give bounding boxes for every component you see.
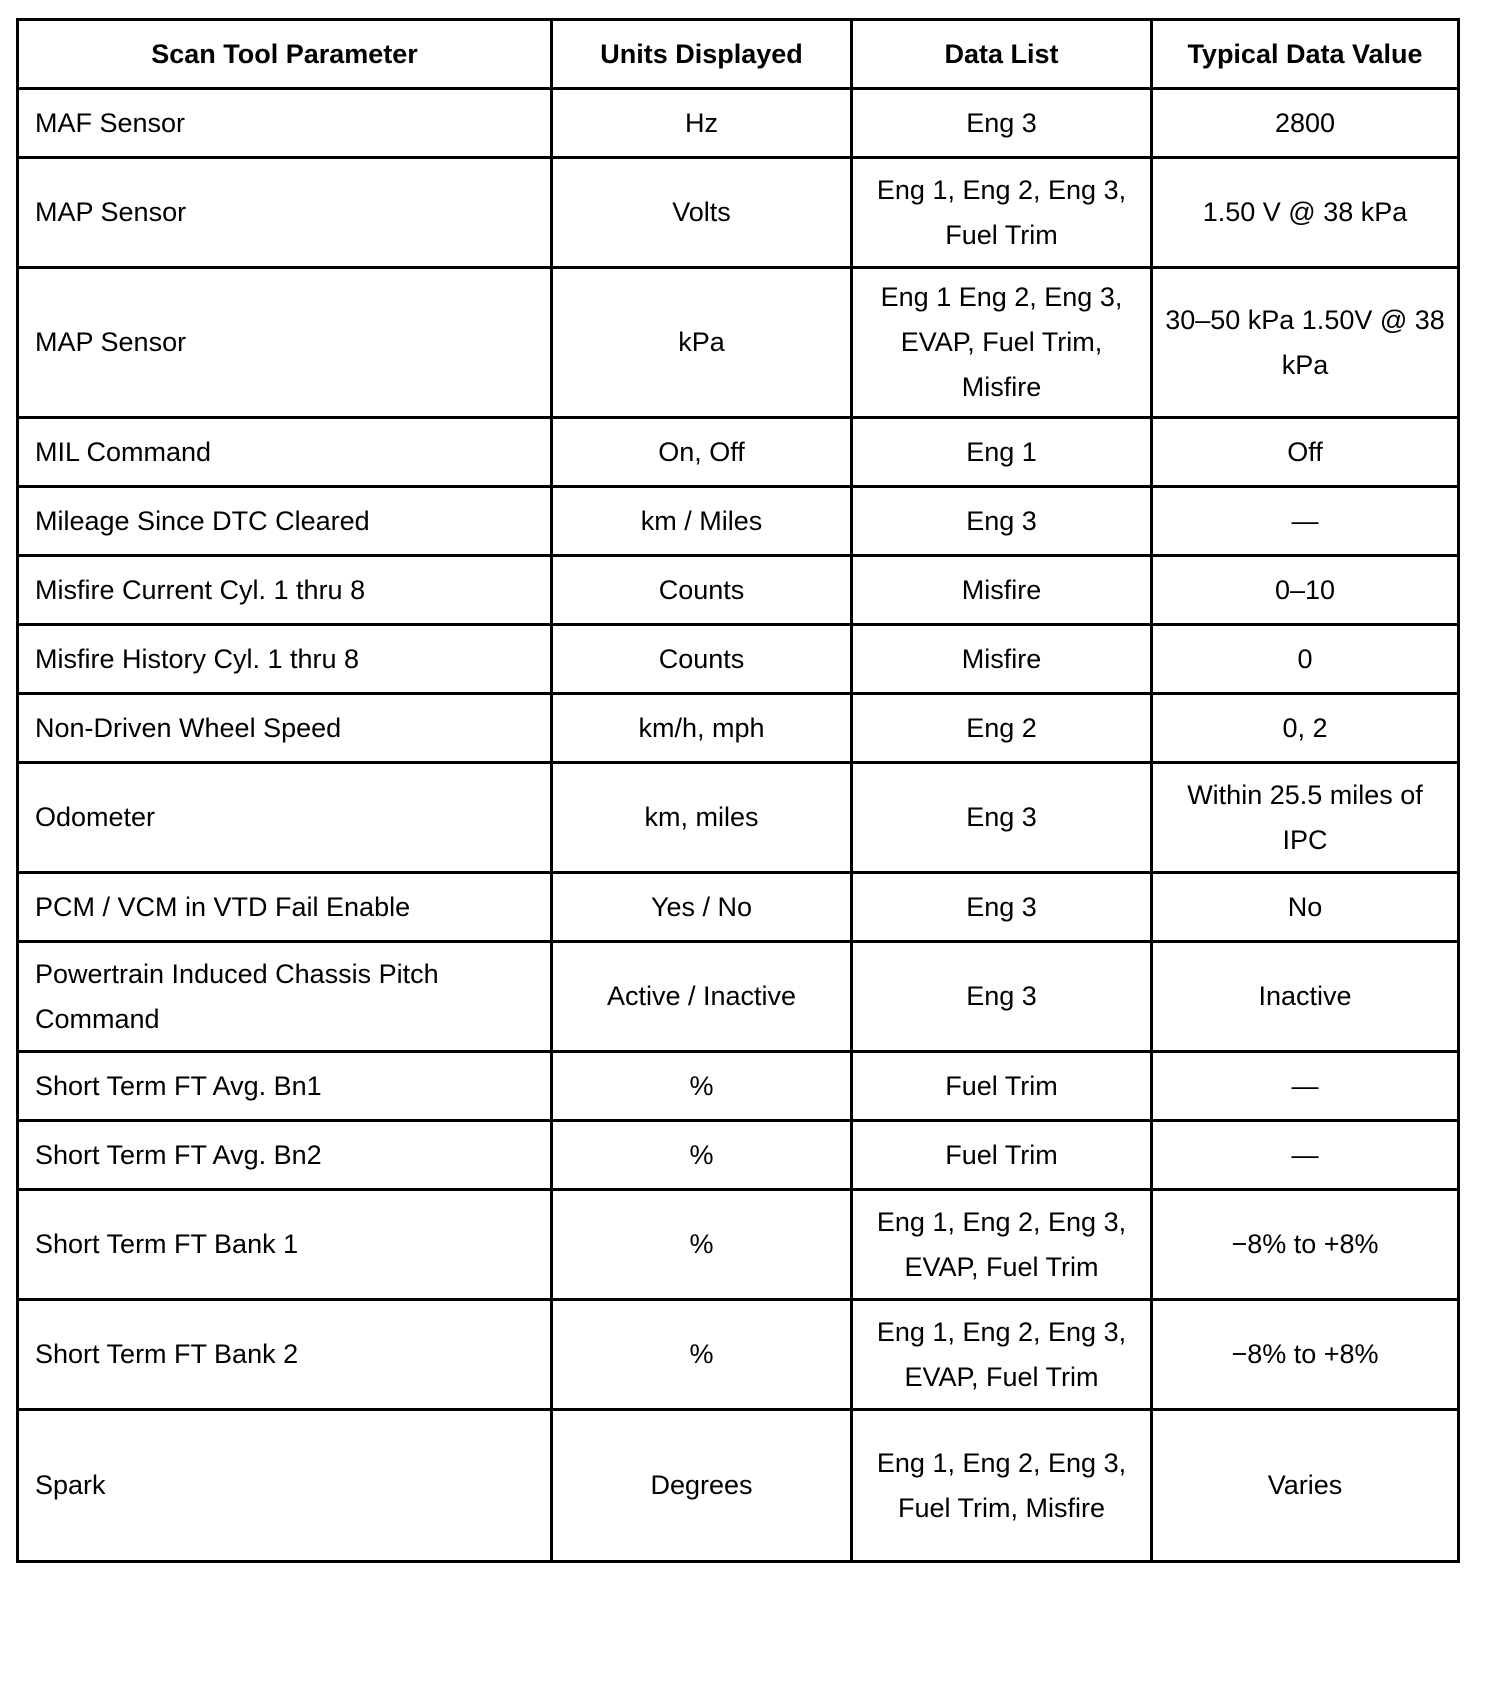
param-cell: Spark xyxy=(18,1410,552,1562)
table-row xyxy=(18,1052,1459,1121)
header-typical-data-value: Typical Data Value xyxy=(1152,20,1459,89)
units-cell: On, Off xyxy=(552,418,852,487)
param-cell: Misfire History Cyl. 1 thru 8 xyxy=(18,625,552,694)
table-row xyxy=(18,487,1459,556)
param-cell: Short Term FT Avg. Bn2 xyxy=(18,1121,552,1190)
param-cell: MIL Command xyxy=(18,418,552,487)
units-cell: km/h, mph xyxy=(552,694,852,763)
typical-value-cell: 30–50 kPa 1.50V @ 38 kPa xyxy=(1152,268,1459,418)
table-row xyxy=(18,1121,1459,1190)
table-row xyxy=(18,89,1459,158)
param-cell: Mileage Since DTC Cleared xyxy=(18,487,552,556)
units-cell: % xyxy=(552,1300,852,1410)
param-cell: Powertrain Induced Chassis Pitch Command xyxy=(18,942,552,1052)
table-row xyxy=(18,873,1459,942)
typical-value-cell: Inactive xyxy=(1152,942,1459,1052)
header-scan-tool-parameter: Scan Tool Parameter xyxy=(18,20,552,89)
units-cell: km / Miles xyxy=(552,487,852,556)
data-list-cell: Eng 1 xyxy=(852,418,1152,487)
data-list-cell: Eng 3 xyxy=(852,89,1152,158)
table-row xyxy=(18,942,1459,1052)
units-cell: Degrees xyxy=(552,1410,852,1562)
typical-value-cell: −8% to +8% xyxy=(1152,1190,1459,1300)
param-cell: MAP Sensor xyxy=(18,158,552,268)
table-row xyxy=(18,268,1459,418)
data-list-cell: Misfire xyxy=(852,625,1152,694)
typical-value-cell: 0 xyxy=(1152,625,1459,694)
typical-value-cell: — xyxy=(1152,487,1459,556)
data-list-cell: Fuel Trim xyxy=(852,1052,1152,1121)
scan-tool-parameter-table xyxy=(16,18,1460,1563)
param-cell: Non-Driven Wheel Speed xyxy=(18,694,552,763)
param-cell: PCM / VCM in VTD Fail Enable xyxy=(18,873,552,942)
table-row xyxy=(18,158,1459,268)
data-list-cell: Eng 1, Eng 2, Eng 3, Fuel Trim xyxy=(852,158,1152,268)
typical-value-cell: 0, 2 xyxy=(1152,694,1459,763)
table-row xyxy=(18,763,1459,873)
units-cell: Counts xyxy=(552,556,852,625)
data-list-cell: Fuel Trim xyxy=(852,1121,1152,1190)
header-row xyxy=(18,20,1459,89)
data-list-cell: Misfire xyxy=(852,556,1152,625)
data-list-cell: Eng 1 Eng 2, Eng 3, EVAP, Fuel Trim, Misfire xyxy=(852,268,1152,418)
units-cell: km, miles xyxy=(552,763,852,873)
param-cell: Short Term FT Bank 1 xyxy=(18,1190,552,1300)
param-cell: MAP Sensor xyxy=(18,268,552,418)
typical-value-cell: 2800 xyxy=(1152,89,1459,158)
typical-value-cell: Within 25.5 miles of IPC xyxy=(1152,763,1459,873)
data-list-cell: Eng 3 xyxy=(852,487,1152,556)
data-list-cell: Eng 2 xyxy=(852,694,1152,763)
data-list-cell: Eng 1, Eng 2, Eng 3, Fuel Trim, Misfire xyxy=(852,1410,1152,1562)
param-cell: Odometer xyxy=(18,763,552,873)
data-list-cell: Eng 1, Eng 2, Eng 3, EVAP, Fuel Trim xyxy=(852,1190,1152,1300)
units-cell: Hz xyxy=(552,89,852,158)
typical-value-cell: 0–10 xyxy=(1152,556,1459,625)
typical-value-cell: 1.50 V @ 38 kPa xyxy=(1152,158,1459,268)
units-cell: Volts xyxy=(552,158,852,268)
typical-value-cell: Off xyxy=(1152,418,1459,487)
units-cell: % xyxy=(552,1190,852,1300)
table-row xyxy=(18,1410,1459,1562)
typical-value-cell: No xyxy=(1152,873,1459,942)
units-cell: Yes / No xyxy=(552,873,852,942)
data-list-cell: Eng 3 xyxy=(852,942,1152,1052)
data-list-cell: Eng 1, Eng 2, Eng 3, EVAP, Fuel Trim xyxy=(852,1300,1152,1410)
units-cell: % xyxy=(552,1121,852,1190)
param-cell: Short Term FT Bank 2 xyxy=(18,1300,552,1410)
param-cell: Misfire Current Cyl. 1 thru 8 xyxy=(18,556,552,625)
table-row xyxy=(18,418,1459,487)
table-row xyxy=(18,625,1459,694)
header-units-displayed: Units Displayed xyxy=(552,20,852,89)
table-row xyxy=(18,1300,1459,1410)
param-cell: MAF Sensor xyxy=(18,89,552,158)
table-body xyxy=(18,89,1459,1562)
typical-value-cell: Varies xyxy=(1152,1410,1459,1562)
typical-value-cell: — xyxy=(1152,1121,1459,1190)
data-list-cell: Eng 3 xyxy=(852,873,1152,942)
header-data-list: Data List xyxy=(852,20,1152,89)
units-cell: % xyxy=(552,1052,852,1121)
typical-value-cell: −8% to +8% xyxy=(1152,1300,1459,1410)
units-cell: Active / Inactive xyxy=(552,942,852,1052)
table-row xyxy=(18,556,1459,625)
units-cell: Counts xyxy=(552,625,852,694)
table-row xyxy=(18,1190,1459,1300)
table-header xyxy=(18,20,1459,89)
param-cell: Short Term FT Avg. Bn1 xyxy=(18,1052,552,1121)
table-row xyxy=(18,694,1459,763)
units-cell: kPa xyxy=(552,268,852,418)
typical-value-cell: — xyxy=(1152,1052,1459,1121)
data-list-cell: Eng 3 xyxy=(852,763,1152,873)
